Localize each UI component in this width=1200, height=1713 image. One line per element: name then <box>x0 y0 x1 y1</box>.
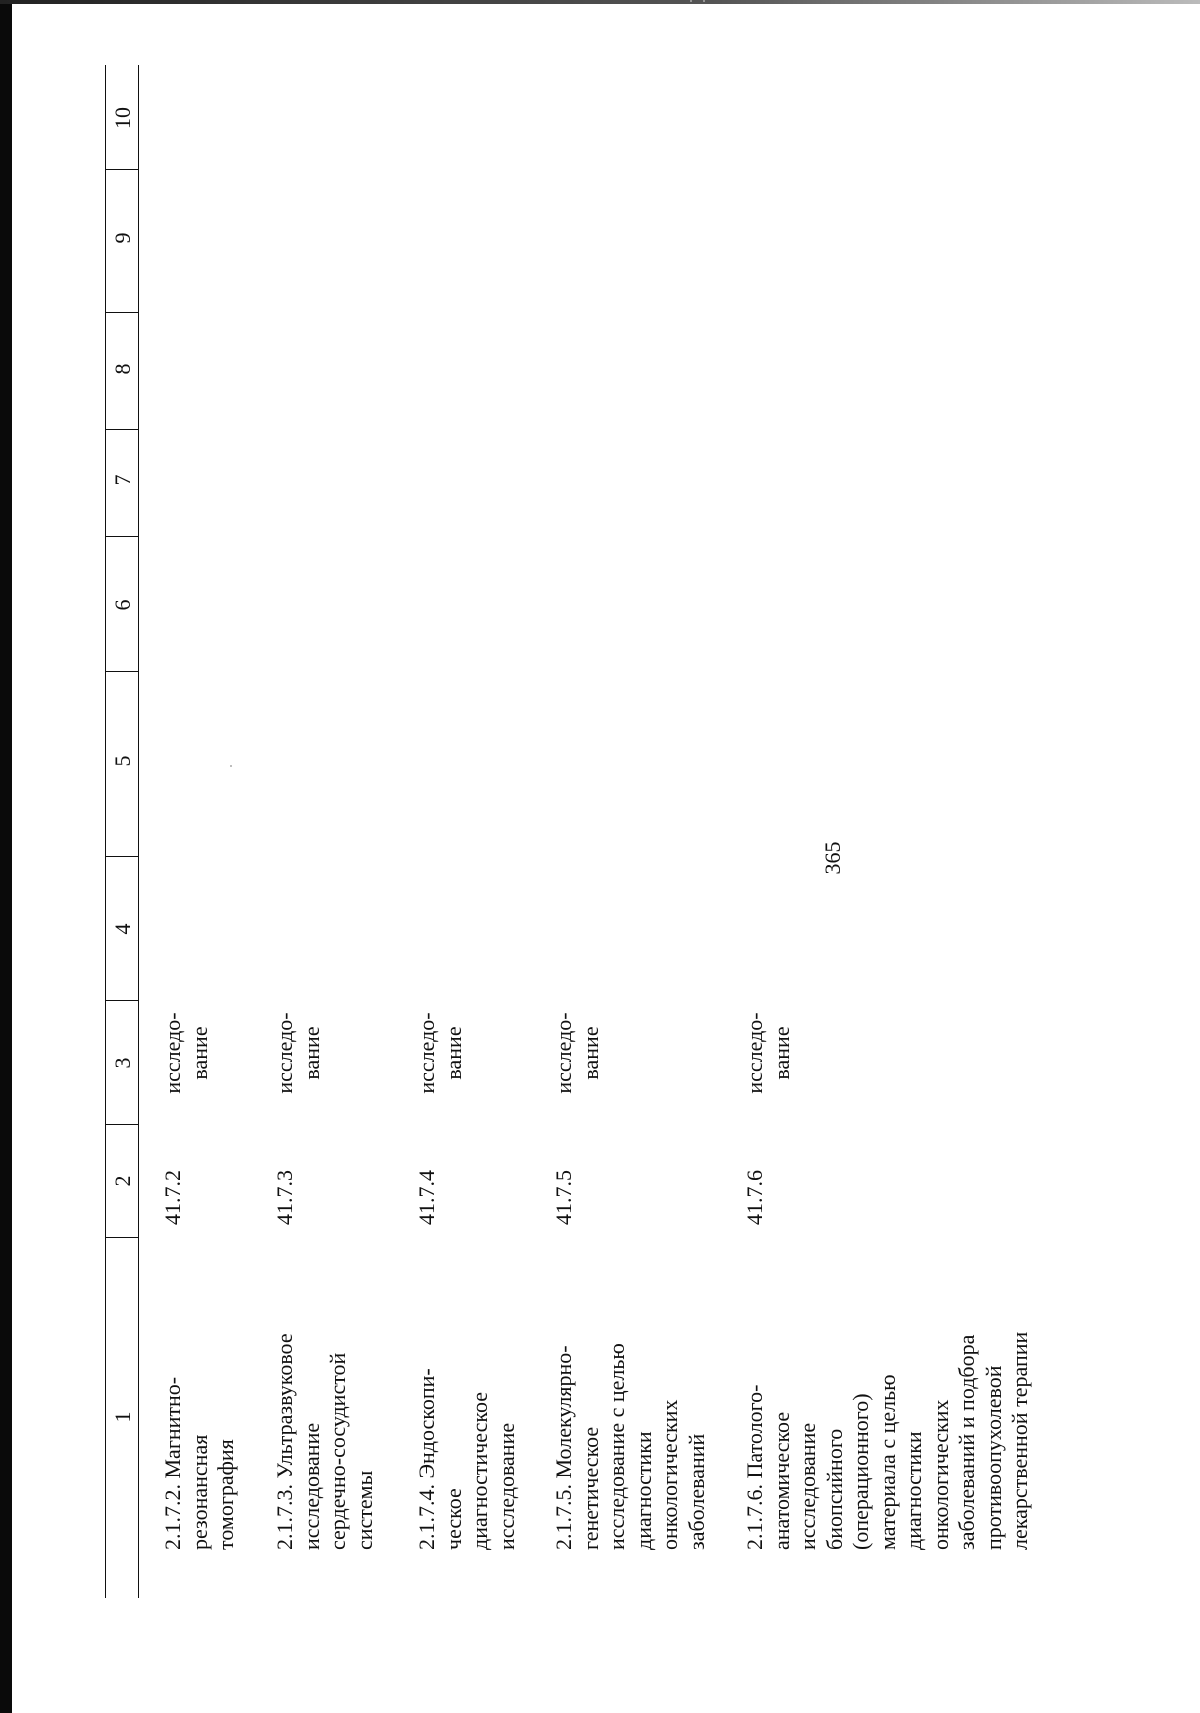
name-line: материала с целью <box>874 1374 900 1550</box>
table-row-code: 41.7.6 <box>742 1170 767 1225</box>
page-number: 365 <box>820 841 845 875</box>
table-row-unit <box>160 998 213 1108</box>
name-line: сердечно-сосудистой <box>325 1352 350 1550</box>
name-line: исследование <box>795 1422 820 1550</box>
unit-line: вание <box>186 1026 212 1080</box>
name-line: ческое <box>440 1488 466 1550</box>
unit-line: исследо- <box>551 1012 576 1094</box>
header-top-rule <box>105 65 106 1598</box>
column-divider <box>105 1237 138 1238</box>
name-line: исследование <box>493 1422 519 1550</box>
name-line: 2.1.7.2. Магнитно- <box>160 1376 185 1550</box>
name-line: противоопухолевой <box>980 1365 1006 1550</box>
name-line: 2.1.7.5. Молекулярно- <box>551 1345 576 1550</box>
name-line: анатомическое <box>768 1411 794 1550</box>
column-divider <box>105 1000 138 1001</box>
column-divider <box>105 536 138 537</box>
table-row-unit <box>272 998 325 1108</box>
table-row-name <box>551 1343 710 1550</box>
name-line: системы <box>351 1470 377 1550</box>
name-line: генетическое <box>577 1426 603 1550</box>
name-line: заболеваний и подбора <box>954 1334 979 1550</box>
header-bottom-rule <box>138 65 139 1598</box>
name-line: лекарственной терапии <box>1007 1331 1032 1550</box>
name-line: томография <box>213 1439 238 1550</box>
unit-line: вание <box>577 1026 603 1080</box>
name-line: резонансная <box>186 1434 212 1550</box>
table-row-code: 41.7.2 <box>160 1170 185 1225</box>
name-line: диагностическое <box>467 1392 492 1550</box>
name-line: заболеваний <box>683 1433 709 1550</box>
table-row-unit <box>551 998 604 1108</box>
column-divider <box>105 169 138 170</box>
table-row-unit <box>742 998 795 1108</box>
table-row-unit <box>414 998 467 1108</box>
column-number: 9 <box>110 232 135 244</box>
unit-line: исследо- <box>272 1012 297 1094</box>
name-line: (операционного) <box>848 1393 873 1550</box>
table-row-code: 41.7.3 <box>272 1170 297 1225</box>
unit-line: вание <box>440 1026 466 1080</box>
column-divider <box>105 312 138 313</box>
table-row-name <box>742 1332 1034 1550</box>
column-number: 3 <box>110 1057 135 1069</box>
table-row-code: 41.7.4 <box>414 1170 439 1225</box>
name-line: 2.1.7.6. Патолого- <box>742 1384 767 1550</box>
column-number: 8 <box>110 363 135 375</box>
column-number: 1 <box>110 1411 135 1423</box>
column-number: 6 <box>110 599 135 611</box>
name-line: 2.1.7.4. Эндоскопи- <box>414 1368 439 1550</box>
column-number: 10 <box>110 107 135 129</box>
column-divider <box>105 671 138 672</box>
name-line: диагностики <box>630 1431 656 1550</box>
name-line: онкологических <box>657 1399 682 1550</box>
table-row-name <box>272 1333 378 1550</box>
name-line: биопсийного <box>821 1428 847 1550</box>
column-number: 2 <box>110 1175 135 1187</box>
unit-line: исследо- <box>414 1012 439 1094</box>
name-line: диагностики <box>901 1431 926 1550</box>
name-line: исследование с целью <box>604 1343 629 1550</box>
name-line: 2.1.7.3. Ультразвуковое <box>272 1333 297 1550</box>
unit-line: вание <box>298 1026 324 1080</box>
unit-line: вание <box>768 1026 794 1080</box>
column-number: 4 <box>110 923 135 935</box>
table-row-code: 41.7.5 <box>551 1170 576 1225</box>
table-row-name <box>160 1377 240 1550</box>
column-number: 7 <box>110 474 135 486</box>
column-divider <box>105 429 138 430</box>
column-number: 5 <box>110 755 135 767</box>
unit-line: исследо- <box>160 1012 185 1094</box>
column-divider <box>105 856 138 857</box>
column-divider <box>105 1124 138 1125</box>
unit-line: исследо- <box>742 1012 767 1094</box>
name-line: онкологических <box>927 1399 953 1550</box>
table-row-name <box>414 1368 520 1550</box>
name-line: исследование <box>298 1422 324 1550</box>
